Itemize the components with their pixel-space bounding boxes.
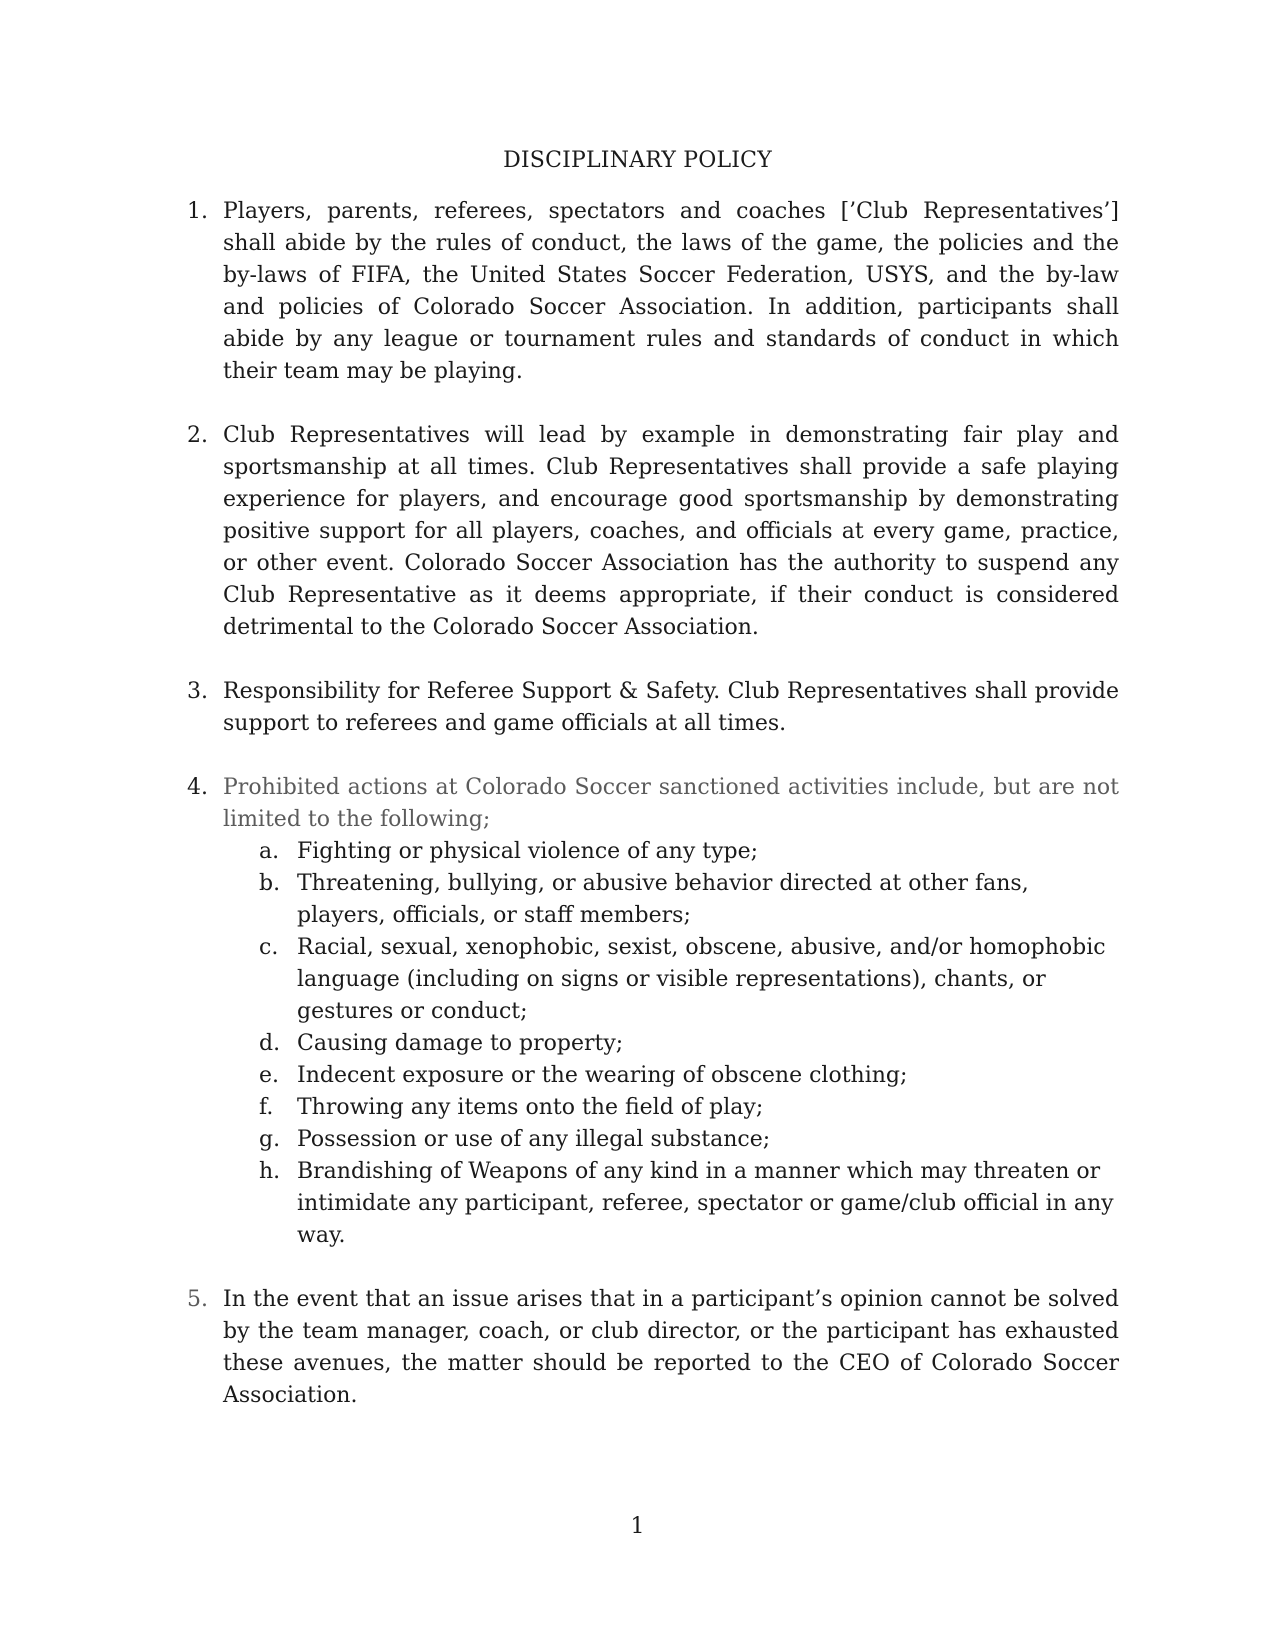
policy-item-text: In the event that an issue arises that in a participant’s opinion cannot be solved by the team manager, coach, or club director, or the participant has exhausted these avenues, the matter should be reported to the CEO of Colorado Soccer Association.	[223, 1287, 1119, 1408]
page-number: 1	[630, 1514, 645, 1539]
policy-list	[187, 196, 1119, 1444]
sub-item-a	[223, 836, 1119, 868]
sub-item-text: Brandishing of Weapons of any kind in a manner which may threaten or intimidate any participant, referee, spectator or game/club official in any way.	[297, 1159, 1114, 1248]
sub-item-text: Throwing any items onto the field of play;	[297, 1095, 764, 1120]
policy-item-text: Players, parents, referees, spectators and coaches [’Club Representatives’] shall abide by the rules of conduct, the laws of the game, the policies and the by-laws of FIFA, the United States Soccer Federation, USYS, and the by-law and policies of Colorado Soccer Association. In addition, participants shall abide by any league or tournament rules and standards of conduct in which their team may be playing.	[223, 199, 1119, 384]
sub-item-text: Racial, sexual, xenophobic, sexist, obscene, abusive, and/or homophobic language (including on signs or visible representations), chants, or gestures or conduct;	[297, 935, 1106, 1024]
sub-item-letter: h.	[259, 1159, 281, 1184]
sub-item-h	[223, 1156, 1119, 1252]
sub-item-e	[223, 1060, 1119, 1092]
policy-item-number: 2.	[187, 423, 208, 448]
policy-item-1	[187, 196, 1119, 388]
sub-item-text: Causing damage to property;	[297, 1031, 624, 1056]
sub-item-letter: c.	[259, 935, 279, 960]
sub-item-letter: g.	[259, 1127, 281, 1152]
policy-item-text: Club Representatives will lead by example in demonstrating fair play and sportsmanship at all times. Club Representatives shall provide a safe playing experience for players, and encourage good sportsmanship by demonstrating positive support for all players, coaches, and officials at every game, practice, or other event. Colorado Soccer Association has the authority to suspend any Club Representative as it deems appropriate, if their conduct is considered detrimental to the Colorado Soccer Association.	[223, 423, 1119, 640]
sub-item-c	[223, 932, 1119, 1028]
policy-item-number: 5.	[187, 1287, 208, 1312]
sub-item-letter: e.	[259, 1063, 280, 1088]
policy-item-number: 4.	[187, 775, 208, 800]
sub-item-f	[223, 1092, 1119, 1124]
sub-item-b	[223, 868, 1119, 932]
sub-item-g	[223, 1124, 1119, 1156]
document-title: DISCIPLINARY POLICY	[503, 148, 772, 173]
sub-item-letter: d.	[259, 1031, 281, 1056]
sub-item-letter: f.	[259, 1095, 274, 1120]
policy-item-5	[187, 1284, 1119, 1412]
policy-item-3	[187, 676, 1119, 740]
sub-item-d	[223, 1028, 1119, 1060]
policy-item-2	[187, 420, 1119, 644]
policy-item-4	[187, 772, 1119, 1252]
prohibited-actions-list	[223, 836, 1119, 1252]
policy-item-number: 1.	[187, 199, 208, 224]
sub-item-text: Fighting or physical violence of any type;	[297, 839, 759, 864]
policy-item-text: Prohibited actions at Colorado Soccer sanctioned activities include, but are not limited to the following;	[223, 775, 1119, 832]
policy-item-text: Responsibility for Referee Support & Safety. Club Representatives shall provide support to referees and game officials at all times.	[223, 679, 1119, 736]
sub-item-letter: b.	[259, 871, 281, 896]
sub-item-text: Threatening, bullying, or abusive behavior directed at other fans, players, officials, or staff members;	[297, 871, 1029, 928]
sub-item-text: Possession or use of any illegal substance;	[297, 1127, 771, 1152]
sub-item-letter: a.	[259, 839, 280, 864]
policy-item-number: 3.	[187, 679, 208, 704]
sub-item-text: Indecent exposure or the wearing of obscene clothing;	[297, 1063, 908, 1088]
